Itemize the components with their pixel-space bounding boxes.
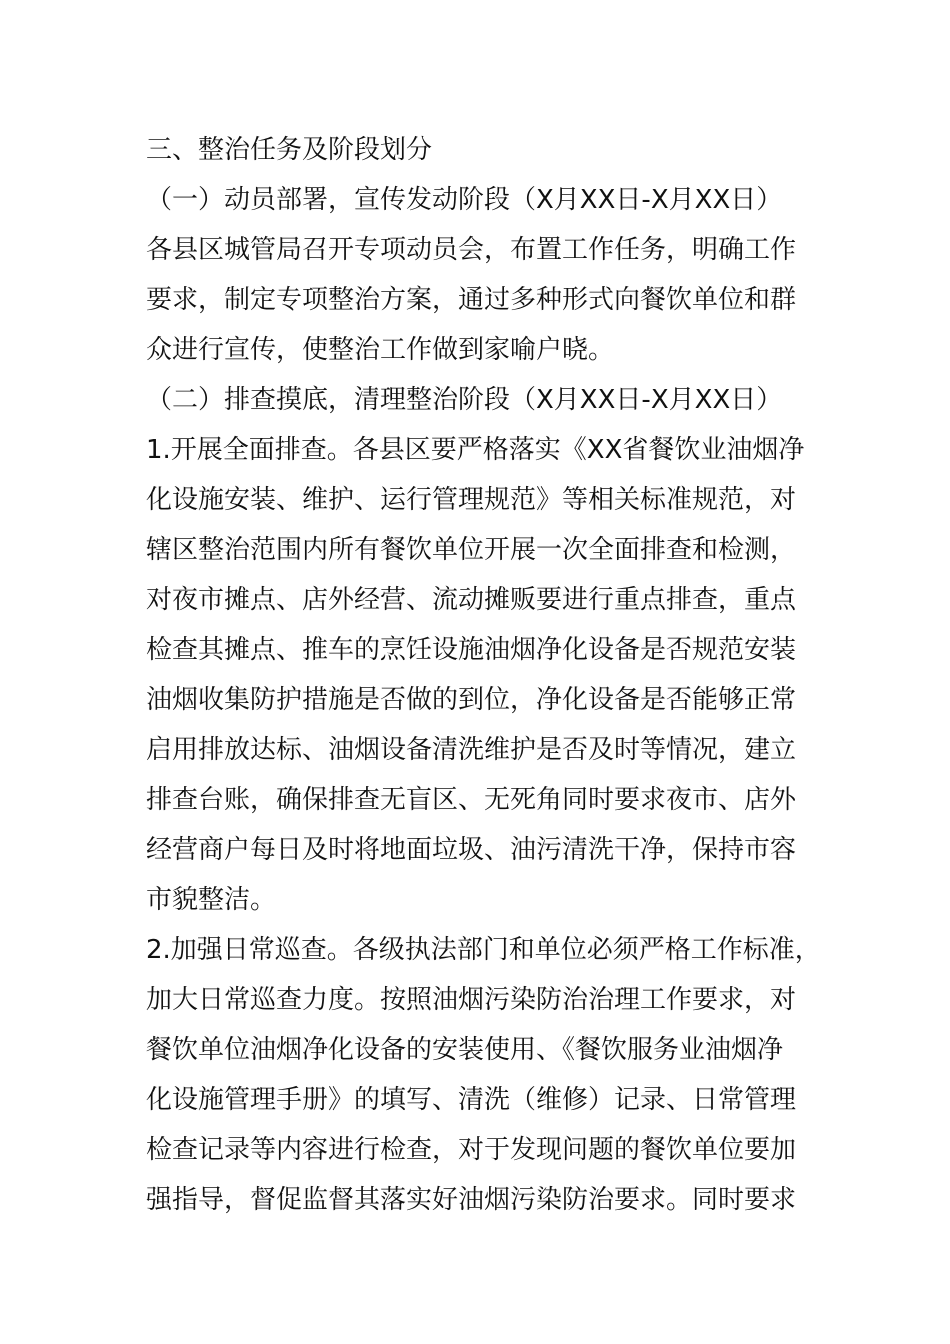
subsection-heading-1: （一）动员部署，宣传发动阶段（X月XX日-X月XX日）	[146, 185, 783, 215]
paragraph-line: 检查其摊点、推车的烹饪设施油烟净化设备是否规范安装	[146, 635, 797, 665]
paragraph-line: 餐饮单位油烟净化设备的安装使用、《餐饮服务业油烟净	[146, 1035, 784, 1065]
paragraph-line: 强指导，督促监督其落实好油烟污染防治要求。同时要求	[146, 1185, 797, 1215]
section-heading: 三、整治任务及阶段划分	[146, 135, 433, 165]
paragraph-line: 加大日常巡查力度。按照油烟污染防治治理工作要求，对	[146, 985, 797, 1015]
paragraph-line: 各县区城管局召开专项动员会，布置工作任务，明确工作	[146, 235, 797, 265]
paragraph-line: 市貌整洁。	[146, 885, 277, 915]
paragraph-line: 1.开展全面排查。各县区要严格落实《XX省餐饮业油烟净	[146, 435, 805, 465]
paragraph-line: 化设施管理手册》的填写、清洗（维修）记录、日常管理	[146, 1085, 797, 1115]
paragraph-line: 化设施安装、维护、运行管理规范》等相关标准规范，对	[146, 485, 797, 515]
paragraph-line: 启用排放达标、油烟设备清洗维护是否及时等情况，建立	[146, 735, 797, 765]
paragraph-line: 检查记录等内容进行检查，对于发现问题的餐饮单位要加	[146, 1135, 797, 1165]
paragraph-line: 经营商户每日及时将地面垃圾、油污清洗干净，保持市容	[146, 835, 797, 865]
paragraph-line: 要求，制定专项整治方案，通过多种形式向餐饮单位和群	[146, 285, 797, 315]
paragraph-line: 排查台账，确保排查无盲区、无死角同时要求夜市、店外	[146, 785, 797, 815]
paragraph-line: 油烟收集防护措施是否做的到位，净化设备是否能够正常	[146, 685, 797, 715]
subsection-heading-2: （二）排查摸底，清理整治阶段（X月XX日-X月XX日）	[146, 385, 783, 415]
paragraph-line: 2.加强日常巡查。各级执法部门和单位必须严格工作标准，	[146, 935, 821, 965]
paragraph-line: 众进行宣传，使整治工作做到家喻户晓。	[146, 335, 615, 365]
paragraph-line: 对夜市摊点、店外经营、流动摊贩要进行重点排查，重点	[146, 585, 797, 615]
paragraph-line: 辖区整治范围内所有餐饮单位开展一次全面排查和检测，	[146, 535, 797, 565]
